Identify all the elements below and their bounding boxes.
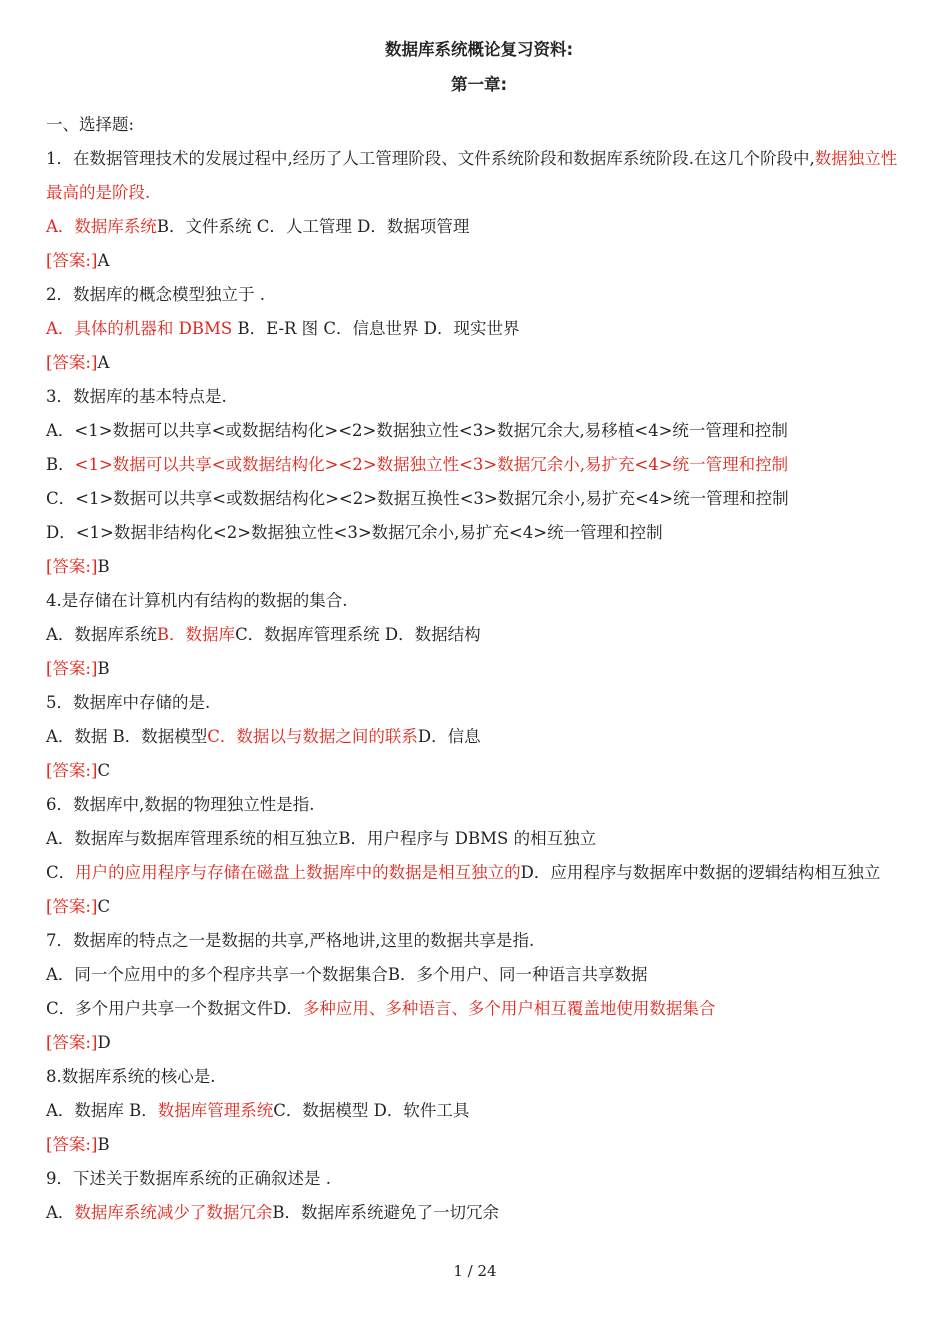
option-line [46, 414, 912, 448]
answer-value: C [97, 761, 111, 780]
question-text: 2．数据库的概念模型独立于 . [46, 285, 265, 304]
option-line [46, 618, 912, 652]
section-heading: 一、选择题: [46, 115, 135, 134]
option-line [46, 448, 912, 482]
answer-value: A [97, 251, 110, 270]
page-number: 1 / 24 [453, 1262, 497, 1280]
question-text: 7．数据库的特点之一是数据的共享,严格地讲,这里的数据共享是指. [46, 931, 535, 950]
answer-line [46, 244, 912, 278]
option-line [46, 958, 912, 992]
option-text: D．信息 [417, 727, 481, 746]
option-highlight: A．数据库系统 [46, 217, 157, 236]
option-text: D．应用程序与数据库中数据的逻辑结构相互独立 [520, 863, 881, 882]
option-highlight: B．数据库 [156, 625, 236, 644]
question-list [46, 142, 912, 1230]
option-line [46, 1094, 912, 1128]
option-text: B．文件系统 C．人工管理 D．数据项管理 [156, 217, 470, 236]
option-line [46, 822, 912, 856]
answer-value: B [97, 1135, 110, 1154]
answer-label: [答案:] [46, 897, 98, 916]
option-text: A．数据 B．数据模型 [46, 727, 208, 746]
option-line [46, 1196, 912, 1230]
option-line [46, 856, 912, 890]
answer-label: [答案:] [46, 1033, 98, 1052]
answer-value: B [97, 557, 110, 576]
option-text: A．数据库系统 [46, 625, 157, 644]
option-text: B．数据库系统避免了一切冗余 [272, 1203, 500, 1222]
document-page [46, 36, 912, 1230]
chapter-heading: 第一章: [450, 75, 508, 94]
option-highlight: 数据库管理系统 [157, 1101, 274, 1120]
document-title: 数据库系统概论复习资料: [384, 40, 574, 59]
option-text: B．E-R 图 C．信息世界 D．现实世界 [232, 319, 520, 338]
option-highlight: C．数据以与数据之间的联系 [207, 727, 418, 746]
option-text: A． [46, 1203, 75, 1222]
option-text: C．多个用户共享一个数据文件D． [46, 999, 303, 1018]
option-text: A．数据库与数据库管理系统的相互独立B．用户程序与 DBMS 的相互独立 [46, 829, 597, 848]
answer-line [46, 652, 912, 686]
option-text: A．数据库 B． [46, 1101, 158, 1120]
option-highlight: 数据库系统减少了数据冗余 [74, 1203, 273, 1222]
question-text: 8.数据库系统的核心是. [46, 1067, 216, 1086]
option-highlight: 多种应用、多种语言、多个用户相互覆盖地使用数据集合 [302, 999, 716, 1018]
option-text: C．<1>数据可以共享<或数据结构化><2>数据互换性<3>数据冗余小,易扩充<4>统一管理和控制 [46, 489, 789, 508]
answer-line [46, 1128, 912, 1162]
option-text: C．数据模型 D．软件工具 [273, 1101, 470, 1120]
question-text [46, 142, 912, 210]
answer-line [46, 754, 912, 788]
answer-label: [答案:] [46, 557, 98, 576]
answer-value: D [97, 1033, 111, 1052]
question-text-part: 1．在数据管理技术的发展过程中,经历了人工管理阶段、文件系统阶段和数据库系统阶段.在这几个阶段中, [46, 149, 815, 168]
option-text: C． [46, 863, 76, 882]
answer-value: B [97, 659, 110, 678]
question-text: 4.是存储在计算机内有结构的数据的集合. [46, 591, 348, 610]
option-text: D．<1>数据非结构化<2>数据独立性<3>数据冗余小,易扩充<4>统一管理和控制 [46, 523, 663, 542]
option-line [46, 312, 912, 346]
option-text: C．数据库管理系统 D．数据结构 [235, 625, 481, 644]
answer-value: A [97, 353, 110, 372]
answer-label: [答案:] [46, 353, 98, 372]
answer-line [46, 1026, 912, 1060]
option-line [46, 482, 912, 516]
option-text: A．<1>数据可以共享<或数据结构化><2>数据独立性<3>数据冗余大,易移植<4>统一管理和控制 [46, 421, 788, 440]
answer-line [46, 346, 912, 380]
question-text: 5．数据库中存储的是. [46, 693, 211, 712]
answer-line [46, 550, 912, 584]
question-highlight: 数据独立性最高的是阶段. [46, 149, 898, 202]
option-text: B． [46, 455, 75, 474]
answer-value: C [97, 897, 111, 916]
answer-label: [答案:] [46, 1135, 98, 1154]
answer-label: [答案:] [46, 761, 98, 780]
question-text: 9．下述关于数据库系统的正确叙述是 . [46, 1169, 331, 1188]
option-highlight: 用户的应用程序与存储在磁盘上数据库中的数据是相互独立的 [75, 863, 521, 882]
option-text: A．同一个应用中的多个程序共享一个数据集合B．多个用户、同一种语言共享数据 [46, 965, 648, 984]
answer-label: [答案:] [46, 251, 98, 270]
option-highlight: A．具体的机器和 DBMS [46, 319, 233, 338]
question-text: 6．数据库中,数据的物理独立性是指. [46, 795, 315, 814]
option-line [46, 992, 912, 1026]
question-text: 3．数据库的基本特点是. [46, 387, 227, 406]
option-highlight: <1>数据可以共享<或数据结构化><2>数据独立性<3>数据冗余小,易扩充<4>统一管理和控制 [74, 455, 789, 474]
option-line [46, 720, 912, 754]
option-line [46, 210, 912, 244]
answer-label: [答案:] [46, 659, 98, 678]
answer-line [46, 890, 912, 924]
option-line [46, 516, 912, 550]
